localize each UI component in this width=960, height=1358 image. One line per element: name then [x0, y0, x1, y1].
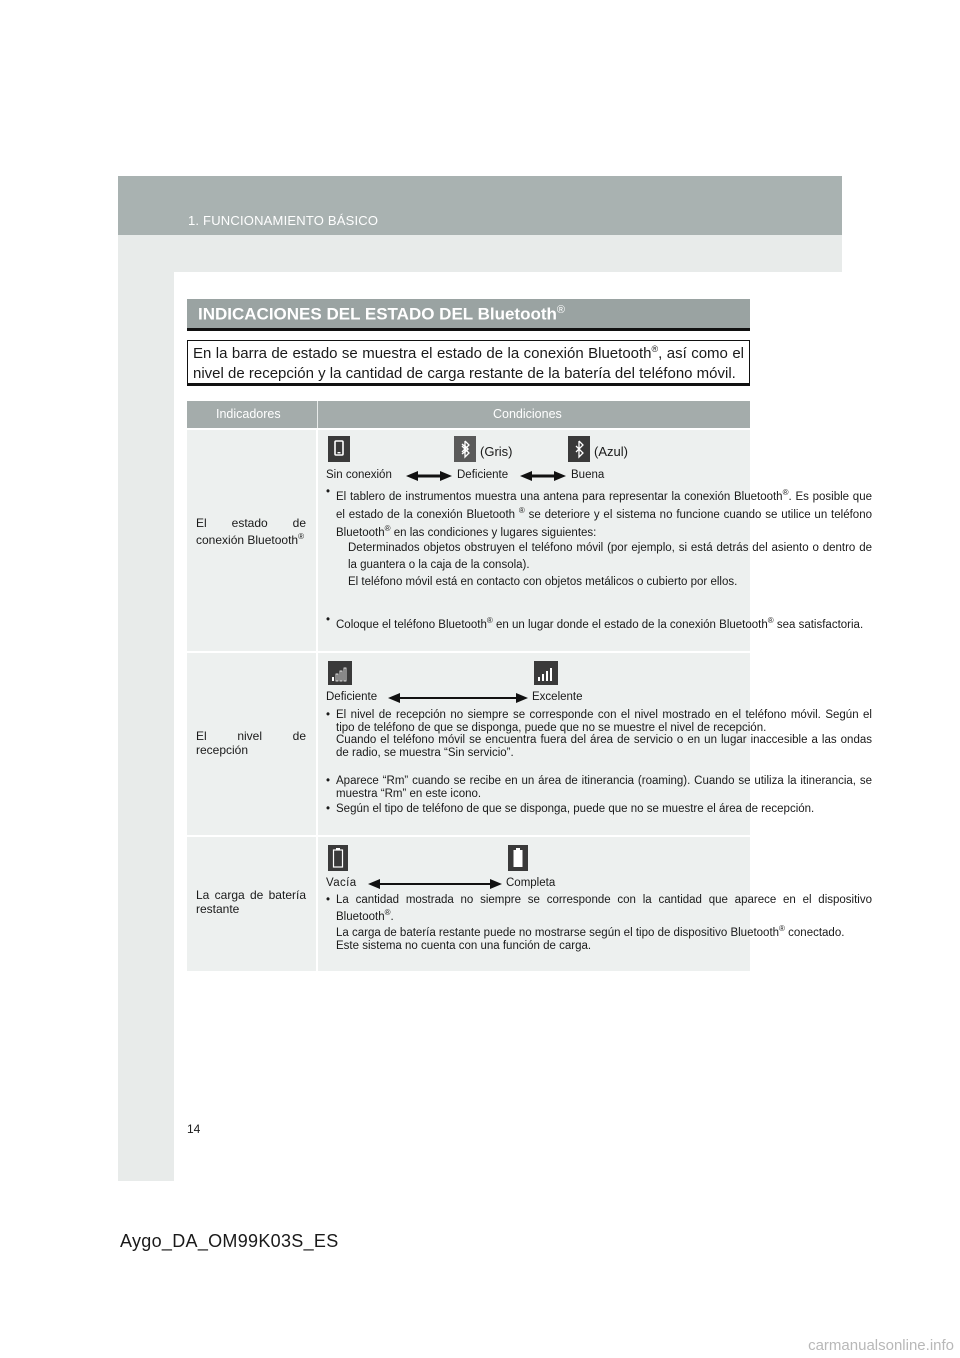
intro-text-1: En la barra de estado se muestra el estado de la conexión Bluetooth [193, 345, 652, 362]
indicator-cell [187, 430, 318, 651]
indicator-label: El nivel de recepción [196, 729, 306, 757]
bluetooth-blue-icon [568, 436, 590, 462]
condition-bullet: • La cantidad mostrada no siempre se corresponde con la cantidad que aparece en el dispositivo Bluetooth®. La carga de batería restante puede no mostrarse según el tipo de dispositivo Bluetooth® conectado. Este sistema no cuenta con una función de carga. [326, 894, 872, 953]
header-indicadores: Indicadores [216, 407, 281, 421]
header-strip [174, 235, 842, 272]
section-title: INDICACIONES DEL ESTADO DEL Bluetooth [198, 304, 557, 324]
scale-deficiente: Deficiente [457, 469, 509, 481]
double-arrow-icon [388, 693, 528, 703]
table-row-battery [187, 837, 872, 971]
condition-bullet: • Según el tipo de teléfono de que se disponga, puede que no se muestre el área de recepción. [326, 803, 815, 815]
intro-sup: ® [651, 344, 659, 354]
indicator-cell [187, 837, 318, 971]
condition-bullet: • Aparece “Rm” cuando se recibe en un área de itinerancia (roaming). Cuando se utiliza la itinerancia, se muestra “Rm” en este icono. [326, 775, 872, 800]
scale-vacia: Vacía [326, 877, 357, 889]
doc-code: Aygo_DA_OM99K03S_ES [120, 1231, 339, 1251]
page-number: 14 [187, 1122, 201, 1136]
scale-excelente: Excelente [532, 691, 583, 703]
phone-icon [328, 436, 350, 462]
condition-bullet: • Coloque el teléfono Bluetooth® en un lugar donde el estado de la conexión Bluetooth® sea satisfactoria. [326, 614, 864, 631]
scale-completa: Completa [506, 877, 556, 889]
condition-bullet: • El nivel de recepción no siempre se corresponde con el nivel mostrado en el teléfono móvil. Según el tipo de teléfono de que se disponga, puede que no se muestre el nivel de recepción. Cuando el teléfono móvil se encuentra fuera del área de servicio o en un lugar inaccesible a las ondas de radio, se muestra “Sin servicio”. [326, 709, 872, 759]
double-arrow-icon [406, 471, 452, 481]
condition-cell [318, 430, 872, 651]
scale-sin-conexion: Sin conexión [326, 469, 392, 481]
blue-label: (Azul) [594, 444, 628, 459]
signal-full-icon [534, 661, 558, 685]
bluetooth-grey-icon [454, 436, 476, 462]
header-condiciones: Condiciones [493, 407, 562, 421]
table-header [187, 401, 750, 428]
section-title-sup: ® [556, 304, 566, 316]
condition-cell [318, 837, 872, 971]
section-heading [187, 299, 750, 331]
intro-box [187, 340, 750, 386]
scale-deficiente: Deficiente [326, 691, 378, 703]
battery-empty-icon [328, 845, 348, 871]
double-arrow-icon [520, 471, 566, 481]
intro-text-2: , así como el nivel de recepción y la cantidad de carga restante de la batería del teléfono móvil. [193, 345, 744, 382]
condition-bullet: • El tablero de instrumentos muestra una antena para representar la conexión Bluetooth®. Es posible que el estado de la conexión Bluetooth ® se deteriore y el sistema no funcione cuando se utilice un teléfono Bluetooth® en las condiciones y lugares siguientes: Determinados objetos obstruyen el teléfono móvil (por ejemplo, si está detrás del asiento o dentro de la guantera o la caja de la consola). El teléfono móvil está en contacto con objetos metálicos o cubierto por ellos. [326, 486, 872, 591]
condition-cell [318, 653, 872, 835]
indicator-label: El estado de conexión Bluetooth® [196, 516, 306, 547]
table-row-reception [187, 653, 872, 835]
double-arrow-icon [368, 879, 502, 889]
side-band [118, 235, 174, 1181]
header-divider [317, 401, 318, 428]
battery-full-icon [508, 845, 528, 871]
table-row-connection [187, 430, 872, 651]
watermark: carmanualsonline.info [808, 1337, 954, 1354]
signal-low-icon [328, 661, 352, 685]
indicator-cell [187, 653, 318, 835]
condition-subitem: El teléfono móvil está en contacto con objetos metálicos o cubierto por ellos. [348, 576, 738, 589]
indicator-label: La carga de batería restante [196, 888, 306, 916]
condition-subitem: Determinados objetos obstruyen el teléfono móvil (por ejemplo, si está detrás del asiento o dentro de la guantera o la caja de la consola). [348, 542, 872, 572]
chapter-title: 1. FUNCIONAMIENTO BÁSICO [188, 213, 379, 228]
grey-label: (Gris) [480, 444, 513, 459]
scale-buena: Buena [571, 469, 605, 481]
